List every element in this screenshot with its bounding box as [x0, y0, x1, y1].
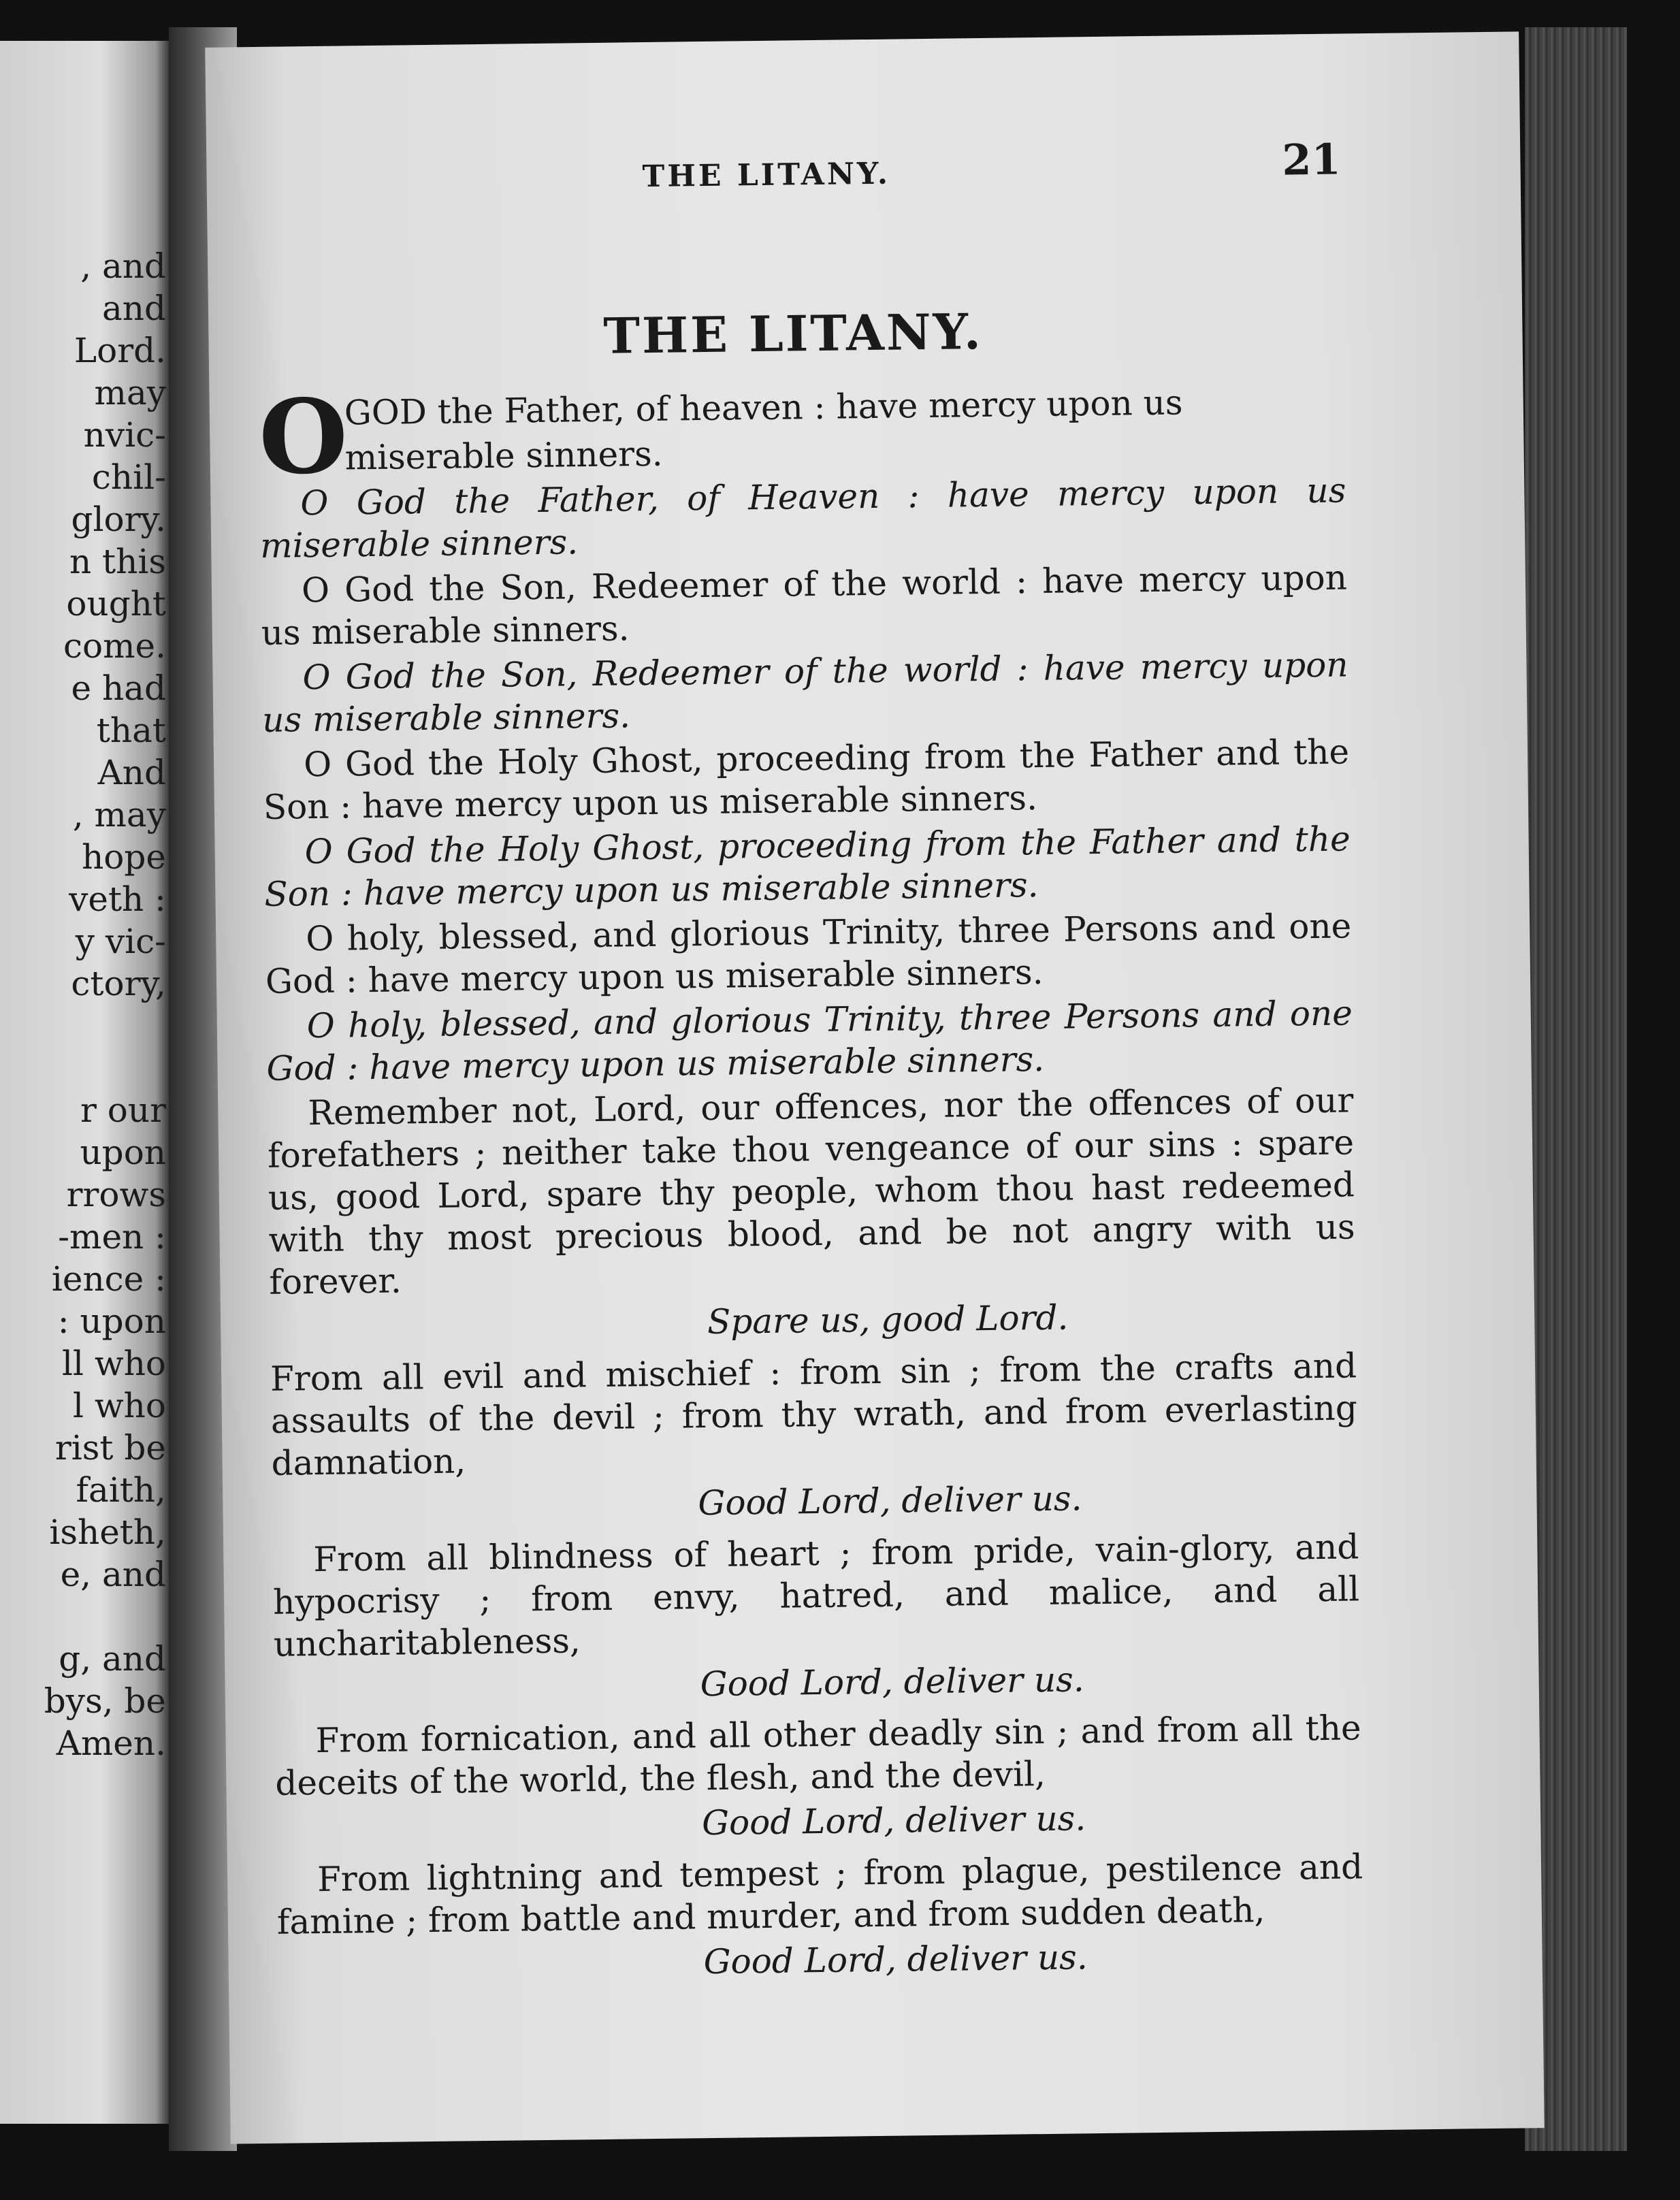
- left-page-line: rrows: [66, 1175, 166, 1214]
- left-page-line: and: [101, 289, 166, 328]
- left-page-line: ctory,: [71, 964, 166, 1003]
- refrain-deliver-1: Good Lord, deliver us.: [698, 1478, 1082, 1523]
- left-page-line: -men :: [58, 1217, 166, 1257]
- invocation-son: O God the Son, Redeemer of the world : have mercy upon us miserable sinners.: [261, 557, 1348, 653]
- petition-lightning: From lightning and tempest ; from plague, pestilence and famine ; from battle and murder, and from sudden death,: [276, 1847, 1363, 1942]
- left-page-line: e had: [71, 668, 166, 708]
- left-page-line: come.: [63, 626, 166, 666]
- refrain-deliver-3: Good Lord, deliver us.: [701, 1798, 1086, 1843]
- left-page-line: l who: [73, 1386, 166, 1425]
- left-page-line: r our: [80, 1090, 166, 1130]
- left-page-line: y vic-: [75, 922, 166, 961]
- left-page-line: ll who: [62, 1344, 166, 1383]
- refrain-deliver-2: Good Lord, deliver us.: [700, 1660, 1084, 1704]
- left-page-line: faith,: [76, 1470, 166, 1510]
- left-page-line: that: [96, 711, 166, 750]
- left-page-line: isheth,: [49, 1512, 166, 1552]
- left-page-line: g, and: [59, 1639, 166, 1679]
- remember-not-text: Remember not, Lord, our offences, nor the offences of our forefathers ; neither take thou vengeance of our sins : spare us, good Lord, spare thy people, whom thou hast redeemed with thy most precious blood, and be not angry with us forever.: [267, 1080, 1355, 1302]
- petition-fornication: From fornication, and all other deadly sin ; and from all the deceits of the world, the flesh, and the devil,: [275, 1708, 1361, 1803]
- response-trinity: O holy, blessed, and glorious Trinity, three Persons and one God : have mercy upon us miserable sinners.: [266, 993, 1353, 1088]
- opening-line-1: GOD the Father, of heaven : have mercy upon us: [344, 383, 1183, 433]
- left-page-line: Lord.: [74, 331, 166, 370]
- left-page-line: may: [94, 373, 166, 413]
- response-holy-ghost: O God the Holy Ghost, proceeding from the Father and the Son : have mercy upon us miserable sinners.: [264, 819, 1351, 914]
- page-title: THE LITANY.: [602, 302, 984, 365]
- response-son: O God the Son, Redeemer of the world : have mercy upon us miserable sinners.: [261, 645, 1348, 740]
- running-head: THE LITANY.: [642, 156, 891, 195]
- invocation-trinity: O holy, blessed, and glorious Trinity, three Persons and one God : have mercy upon us miserable sinners.: [265, 906, 1352, 1001]
- left-page-line: nvic-: [83, 415, 166, 455]
- petition-blindness: From all blindness of heart ; from pride, vain-glory, and hypocrisy ; from envy, hatred, and malice, and all uncharitableness,: [272, 1527, 1360, 1664]
- left-page-line: bys, be: [44, 1681, 166, 1721]
- litany-page: [205, 31, 1544, 2144]
- left-page-line: And: [97, 753, 166, 792]
- left-page-line: : upon: [57, 1301, 166, 1341]
- left-page-line: hope: [82, 837, 166, 877]
- drop-cap: O: [258, 376, 349, 498]
- left-page-line: Amen.: [56, 1724, 166, 1763]
- left-page-line: rist be: [54, 1428, 166, 1468]
- left-page-line: e, and: [60, 1555, 166, 1594]
- page-number: 21: [1281, 134, 1342, 185]
- left-page-line: upon: [80, 1133, 166, 1172]
- left-page-line: , may: [72, 795, 166, 835]
- left-page-line: ience :: [51, 1259, 166, 1299]
- response-father: O God the Father, of Heaven : have mercy upon us miserable sinners.: [259, 470, 1346, 566]
- left-page-line: ought: [66, 584, 166, 624]
- opening-invocation: [258, 376, 1345, 498]
- left-facing-page: [0, 41, 169, 2124]
- refrain-deliver-4: Good Lord, deliver us.: [703, 1937, 1088, 1982]
- left-page-line: , and: [80, 246, 166, 286]
- petition-evil: From all evil and mischief : from sin ; from the crafts and assaults of the devil ; from thy wrath, and from everlasting damnation,: [270, 1346, 1358, 1483]
- left-page-line: glory.: [71, 500, 166, 539]
- left-page-line: chil-: [91, 457, 166, 497]
- left-page-line: veth :: [69, 879, 166, 919]
- invocation-holy-ghost: O God the Holy Ghost, proceeding from the Father and the Son : have mercy upon us miserable sinners.: [263, 732, 1350, 827]
- left-page-line: n this: [69, 542, 166, 581]
- opening-line-2: miserable sinners.: [344, 434, 663, 478]
- refrain-spare-us: Spare us, good Lord.: [707, 1297, 1069, 1342]
- litany-text: [258, 376, 1364, 1997]
